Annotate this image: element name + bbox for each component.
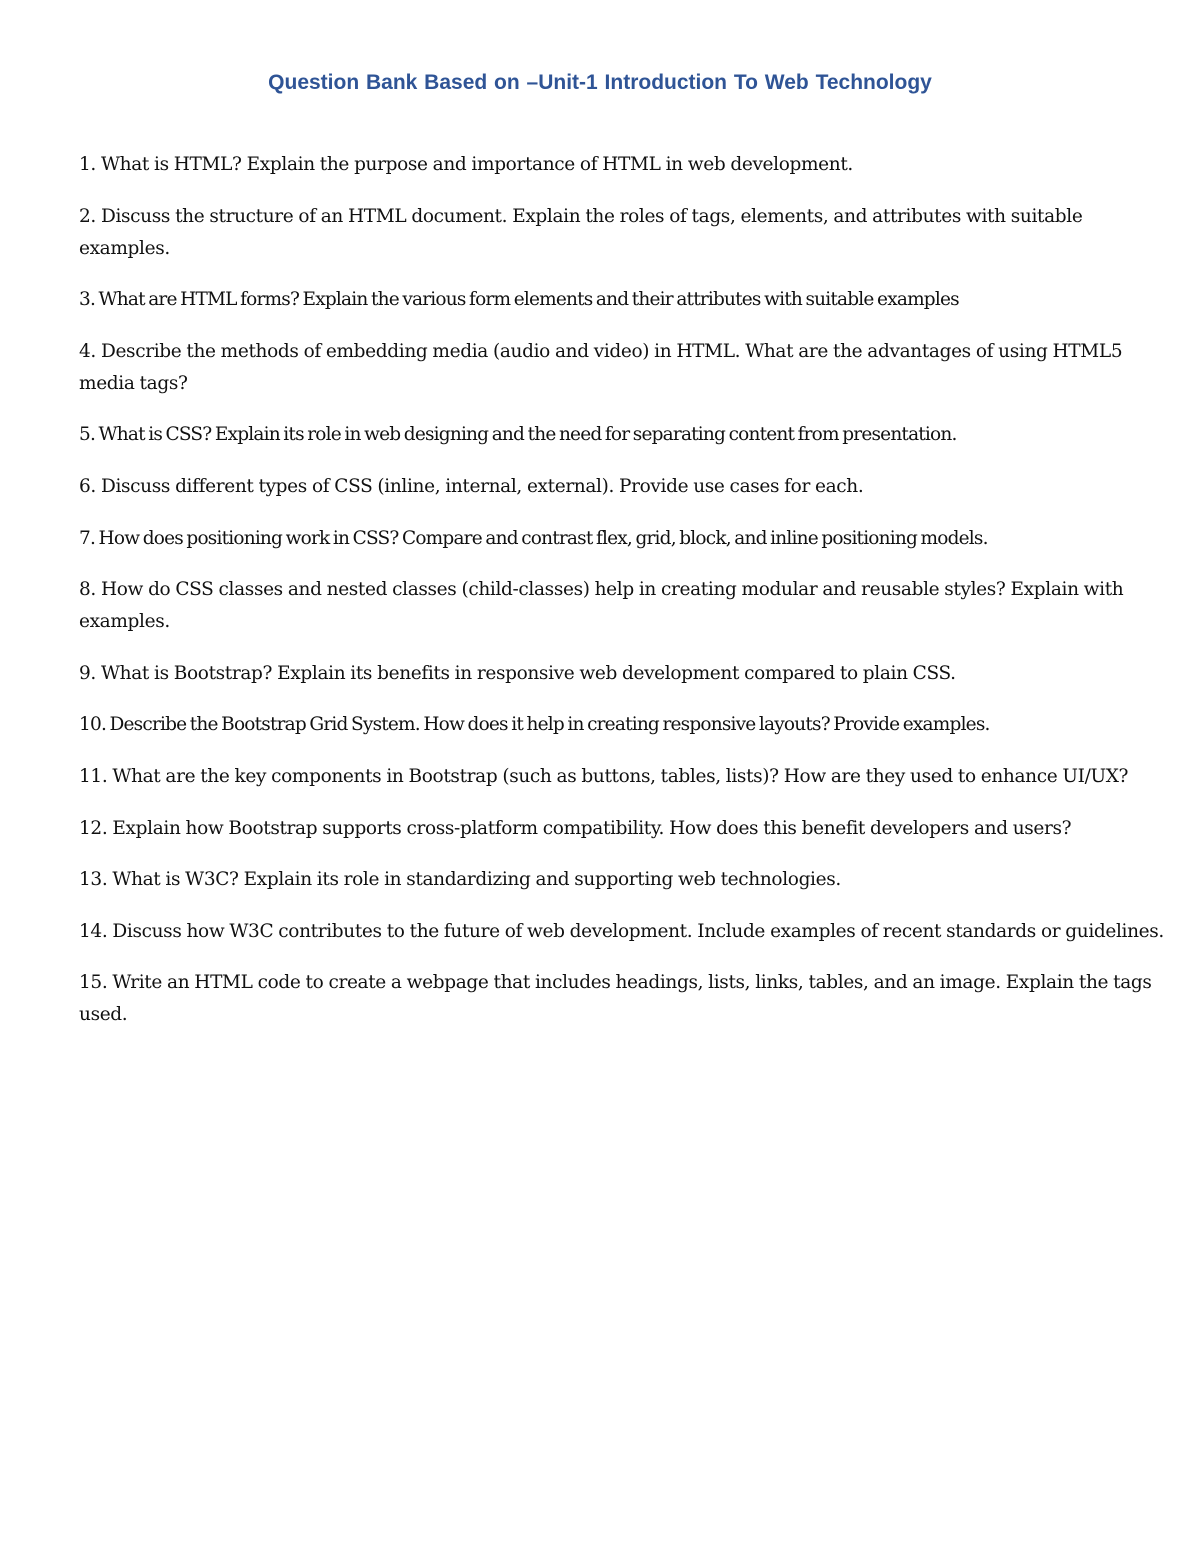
question-list — [79, 149, 1164, 1051]
question-item-15: 15. Write an HTML code to create a webpage that includes headings, lists, links, tables, and an image. Explain the tags used. — [79, 972, 1152, 1026]
question-item-1: 1. What is HTML? Explain the purpose and importance of HTML in web development. — [79, 154, 853, 175]
question-item-9: 9. What is Bootstrap? Explain its benefits in responsive web development compared to plain CSS. — [79, 662, 956, 684]
question-item-12: 12. Explain how Bootstrap supports cross-platform compatibility. How does this benefit developers and users? — [79, 817, 1072, 839]
question-item-6: 6. Discuss different types of CSS (inline, internal, external). Provide use cases for each. — [79, 475, 864, 497]
question-item-14: 14. Discuss how W3C contributes to the future of web development. Include examples of recent standards or guidelines. — [79, 920, 1164, 942]
question-item-10: 10. Describe the Bootstrap Grid System. How does it help in creating responsive layouts? Provide examples. — [79, 714, 990, 736]
question-item-2: 2. Discuss the structure of an HTML document. Explain the roles of tags, elements, and attributes with suitable examples. — [79, 205, 1083, 259]
question-item-13: 13. What is W3C? Explain its role in standardizing and supporting web technologies. — [79, 869, 841, 891]
question-item-11: 11. What are the key components in Bootstrap (such as buttons, tables, lists)? How are they used to enhance UI/UX? — [79, 765, 1129, 787]
page-title: Question Bank Based on –Unit-1 Introduction To Web Technology — [268, 71, 932, 94]
question-item-8: 8. How do CSS classes and nested classes (child-classes) help in creating modular and reusable styles? Explain with examples. — [79, 579, 1124, 633]
question-item-7: 7. How does positioning work in CSS? Compare and contrast flex, grid, block, and inline positioning models. — [79, 527, 988, 549]
question-item-5: 5. What is CSS? Explain its role in web designing and the need for separating content from presentation. — [79, 424, 957, 446]
question-item-4: 4. Describe the methods of embedding media (audio and video) in HTML. What are the advantages of using HTML5 media tags? — [79, 340, 1123, 394]
question-item-3: 3. What are HTML forms? Explain the various form elements and their attributes with suitable examples — [79, 289, 959, 311]
